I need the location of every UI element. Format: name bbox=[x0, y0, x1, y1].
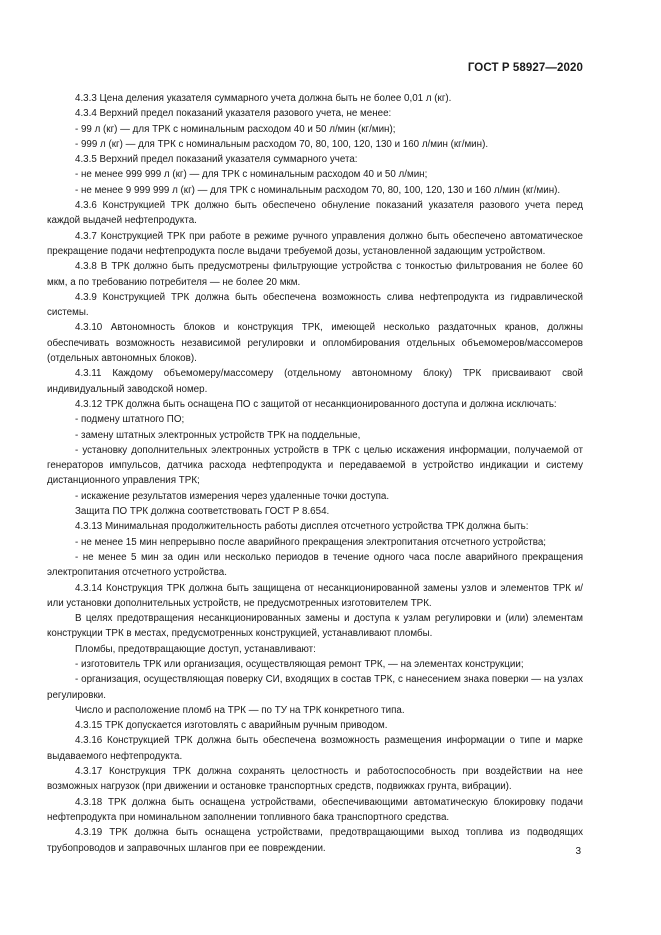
paragraph: 4.3.12 ТРК должна быть оснащена ПО с защитой от несанкционированного доступа и должна исключать: bbox=[75, 398, 557, 410]
paragraph: 4.3.5 Верхний предел показаний указателя суммарного учета: bbox=[75, 154, 358, 166]
list-item: - не менее 15 мин непрерывно после аварийного прекращения электропитания отсчетного устройства; bbox=[75, 536, 547, 548]
list-item: - организация, осуществляющая поверку СИ, входящих в состав ТРК, с нанесением знака поверки — на узлах регулировки. bbox=[47, 674, 583, 701]
paragraph: 4.3.6 Конструкцией ТРК должно быть обеспечено обнуление показаний указателя разового учета перед каждой выдачей нефтепродукта. bbox=[47, 200, 583, 227]
list-item: - не менее 999 999 л (кг) — для ТРК с номинальным расходом 40 и 50 л/мин; bbox=[75, 169, 428, 181]
list-item: - установку дополнительных электронных устройств в ТРК с целью искажения информации, получаемой от генераторов импульсов, датчика расхода нефтепродукта и передаваемой в устройство индикации и систему дистанционного управления ТРК; bbox=[47, 444, 583, 487]
paragraph: 4.3.17 Конструкция ТРК должна сохранять целостность и работоспособность при воздействии на нее возможных нагрузок (при движении и остановке транспортных средств, подвижках грунта, вибрации). bbox=[47, 766, 583, 793]
list-item: - 99 л (кг) — для ТРК с номинальным расходом 40 и 50 л/мин (кг/мин); bbox=[75, 123, 396, 135]
document-header: ГОСТ Р 58927—2020 bbox=[467, 62, 583, 74]
paragraph: 4.3.19 ТРК должна быть оснащена устройствами, предотвращающими выход топлива из подводящих трубопроводов и заправочных шлангов при ее повреждении. bbox=[47, 827, 583, 854]
list-item: - подмену штатного ПО; bbox=[75, 414, 185, 426]
paragraph: 4.3.3 Цена деления указателя суммарного учета должна быть не более 0,01 л (кг). bbox=[75, 93, 452, 104]
paragraph: 4.3.18 ТРК должна быть оснащена устройствами, обеспечивающими автоматическую блокировку подачи нефтепродукта при номинальном заполнении топливного бака транспортного средства. bbox=[47, 796, 583, 823]
paragraph: Защита ПО ТРК должна соответствовать ГОСТ Р 8.654. bbox=[75, 506, 330, 518]
paragraph: Число и расположение пломб на ТРК — по ТУ на ТРК конкретного типа. bbox=[75, 704, 405, 716]
paragraph: Пломбы, предотвращающие доступ, устанавливают: bbox=[75, 643, 316, 655]
paragraph: 4.3.7 Конструкцией ТРК при работе в режиме ручного управления должно быть обеспечено автоматическое прекращение подачи нефтепродукта после выдачи требуемой дозы, установленной задающим устройством. bbox=[47, 230, 583, 257]
paragraph: 4.3.10 Автономность блоков и конструкция ТРК, имеющей несколько раздаточных кранов, должны обеспечивать возможность независимой регулировки и опломбирования отдельных объемомеров/массомеров (отдельных автономных блоков). bbox=[47, 322, 583, 365]
paragraph: 4.3.9 Конструкцией ТРК должна быть обеспечена возможность слива нефтепродукта из гидравлической системы. bbox=[47, 291, 583, 319]
paragraph: 4.3.8 В ТРК должно быть предусмотрены фильтрующие устройства с тонкостью фильтрования не более 60 мкм, а по требованию потребителя — не более 20 мкм. bbox=[47, 261, 583, 288]
page-number: 3 bbox=[575, 846, 581, 857]
paragraph: 4.3.11 Каждому объемомеру/массомеру (отдельному автономному блоку) ТРК присваивают свой индивидуальный заводской номер. bbox=[47, 368, 583, 395]
paragraph: 4.3.15 ТРК допускается изготовлять с аварийным ручным приводом. bbox=[75, 720, 388, 732]
paragraph: 4.3.16 Конструкцией ТРК должна быть обеспечена возможность размещения информации о типе и марке выдаваемого нефтепродукта. bbox=[47, 735, 583, 762]
paragraph: 4.3.4 Верхний предел показаний указателя разового учета, не менее: bbox=[75, 108, 392, 120]
list-item: - искажение результатов измерения через удаленные точки доступа. bbox=[75, 490, 390, 502]
list-item: - не менее 5 мин за один или несколько периодов в течение одного часа после аварийного прекращения электропитания отсчетного устройства. bbox=[47, 551, 583, 579]
list-item: - не менее 9 999 999 л (кг) — для ТРК с номинальным расходом 70, 80, 100, 120, 130 и 160 л/мин (кг/мин). bbox=[75, 184, 561, 196]
paragraph: В целях предотвращения несанкционированных замены и доступа к узлам регулировки и (или) элементам конструкции ТРК в местах, предусмотренных конструкцией, устанавливают пломбы. bbox=[47, 613, 583, 640]
list-item: - 999 л (кг) — для ТРК с номинальным расходом 70, 80, 100, 120, 130 и 160 л/мин (кг/мин). bbox=[75, 138, 489, 150]
paragraph: 4.3.13 Минимальная продолжительность работы дисплея отсчетного устройства ТРК должна быть: bbox=[75, 521, 529, 533]
list-item: - изготовитель ТРК или организация, осуществляющая ремонт ТРК, — на элементах конструкции; bbox=[75, 658, 524, 670]
document-body bbox=[47, 91, 583, 856]
paragraph: 4.3.14 Конструкция ТРК должна быть защищена от несанкционированной замены узлов и элементов ТРК и/или установки дополнительных устройств, не предусмотренных изготовителем ТРК. bbox=[47, 582, 583, 609]
list-item: - замену штатных электронных устройств ТРК на поддельные, bbox=[75, 429, 361, 441]
